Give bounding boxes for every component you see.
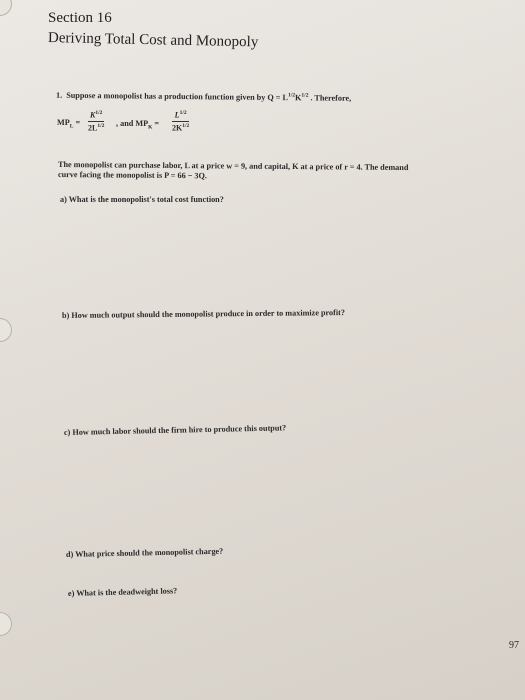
question-e: e) What is the deadweight loss? [67, 586, 178, 598]
binder-hole-top [0, 0, 12, 16]
mpk-denominator: $2K^{1/2}$ [172, 122, 190, 133]
mpk-numerator: $L^{1/2}$ [172, 110, 189, 122]
mpl-fraction [88, 110, 104, 132]
mpk-fraction [172, 110, 189, 132]
problem-intro [56, 90, 351, 103]
section-title: Section 16 [48, 10, 112, 26]
binder-hole-bottom [0, 612, 12, 636]
intro-text: Suppose a monopolist has a production function given by Q = L [66, 90, 289, 103]
question-d: d) What price should the monopolist charge? [65, 546, 224, 559]
mpk-equals: = [154, 119, 160, 128]
context-line-1: The monopolist can purchase labor, L at a price w = 9, and capital, K at a price of r = 4. The demand [57, 160, 409, 173]
mpk-subscript: K [148, 124, 153, 131]
intro-exponent-1: 1/2 [287, 92, 296, 99]
mpl-equals: = [75, 118, 81, 127]
page-subtitle: Deriving Total Cost and Monopoly [47, 30, 259, 51]
question-c: c) How much labor should the firm hire to produce this output? [63, 423, 287, 437]
mpk-label [116, 119, 159, 131]
and-mpk-text: , and MP [116, 119, 149, 128]
intro-mid: K [294, 93, 302, 103]
mpl-text: MP [57, 118, 70, 127]
context-line-2: curve facing the monopolist is P = 66 − 3Q. [57, 170, 208, 181]
mpl-denominator: $2L^{1/2}$ [88, 122, 105, 133]
mpl-numerator: $K^{1/2}$ [90, 110, 103, 120]
intro-exponent-2: 1/2 [301, 92, 309, 99]
question-b: b) How much output should the monopolist produce in order to maximize profit? [61, 308, 345, 320]
mpl-label [57, 118, 80, 130]
problem-number: 1. [55, 90, 63, 100]
page-number: 97 [509, 640, 519, 651]
binder-hole-middle [0, 318, 12, 342]
question-a: a) What is the monopolist's total cost function? [60, 195, 224, 204]
mpl-subscript: L [69, 123, 74, 130]
intro-end: . Therefore, [310, 93, 352, 103]
